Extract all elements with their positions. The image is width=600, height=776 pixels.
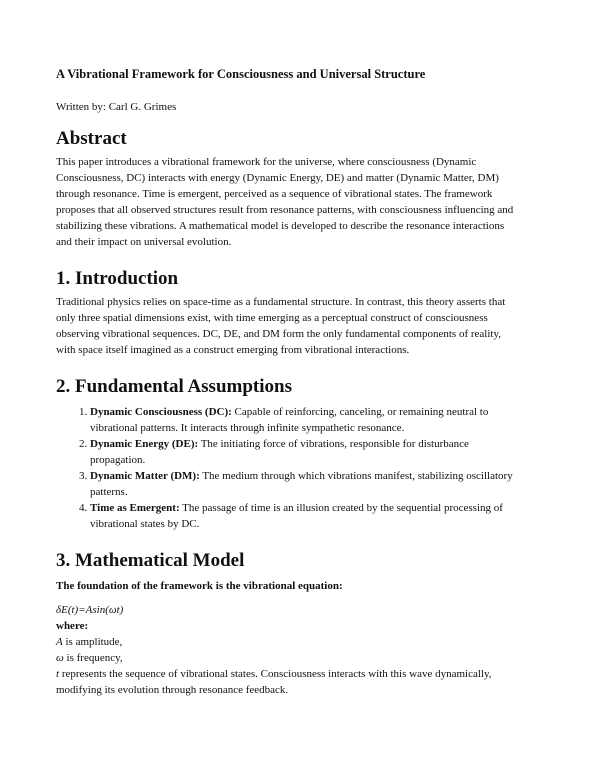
definition-line: [56, 634, 520, 650]
definition-symbol: ω: [56, 652, 64, 664]
assumption-desc: The initiating force of vibrations, responsible for disturbance propagation.: [90, 438, 469, 466]
definition-symbol: t: [56, 668, 60, 680]
assumption-item: [90, 500, 520, 532]
document-title: A Vibrational Framework for Consciousness and Universal Structure: [56, 67, 426, 81]
definition-text: is amplitude,: [62, 636, 123, 648]
assumption-desc: Capable of reinforcing, canceling, or remaining neutral to vibrational patterns. It interacts through infinite sympathetic resonance.: [90, 406, 489, 434]
abstract-heading: Abstract: [56, 128, 127, 149]
math-model-intro: The foundation of the framework is the vibrational equation:: [56, 580, 343, 592]
definition-text: is frequency,: [63, 652, 123, 664]
definition-line: [56, 650, 520, 666]
vibrational-equation: δE(t)=Asin(ωt): [56, 604, 124, 616]
introduction-text: Traditional physics relies on space-time as a fundamental structure. In contrast, this theory asserts that only three spatial dimensions exist, with time emerging as a perceptual construct of consciousness observing vibrational sequences. DC, DE, and DM form the only fundamental components of reality, with space itself imagined as a construct emerging from vibrational interactions.: [56, 296, 506, 356]
assumption-term: Dynamic Consciousness (DC):: [90, 406, 232, 418]
introduction-heading: 1. Introduction: [56, 268, 179, 289]
assumption-desc: The passage of time is an illusion created by the sequential processing of vibrational states by DC.: [90, 502, 503, 530]
assumption-term: Time as Emergent:: [90, 502, 180, 514]
assumption-item: [90, 404, 520, 436]
assumption-desc: The medium through which vibrations manifest, stabilizing oscillatory patterns.: [90, 470, 513, 498]
assumption-item: [90, 468, 520, 500]
abstract-text: This paper introduces a vibrational framework for the universe, where consciousness (Dynamic Consciousness, DC) interacts with energy (Dynamic Energy, DE) and matter (Dynamic Matter, DM) through resonance. Time is emergent, perceived as a sequence of vibrational states. The framework proposes that all observed structures result from resonance patterns, with consciousness influencing and stabilizing these vibrations. A mathematical model is developed to describe the resonance interactions and their impact on universal evolution.: [56, 156, 514, 248]
assumption-item: [90, 436, 520, 468]
definition-line: [56, 666, 520, 698]
definition-text: represents the sequence of vibrational states. Consciousness interacts with this wave dynamically, modifying its evolution through resonance feedback.: [56, 668, 492, 696]
assumptions-list: [56, 404, 520, 532]
where-label: where:: [56, 620, 89, 632]
assumption-term: Dynamic Matter (DM):: [90, 470, 200, 482]
definition-symbol: A: [56, 636, 63, 648]
math-model-heading: 3. Mathematical Model: [56, 550, 245, 571]
assumptions-heading: 2. Fundamental Assumptions: [56, 376, 292, 397]
assumption-term: Dynamic Energy (DE):: [90, 438, 199, 450]
author-line: Written by: Carl G. Grimes: [56, 101, 177, 113]
